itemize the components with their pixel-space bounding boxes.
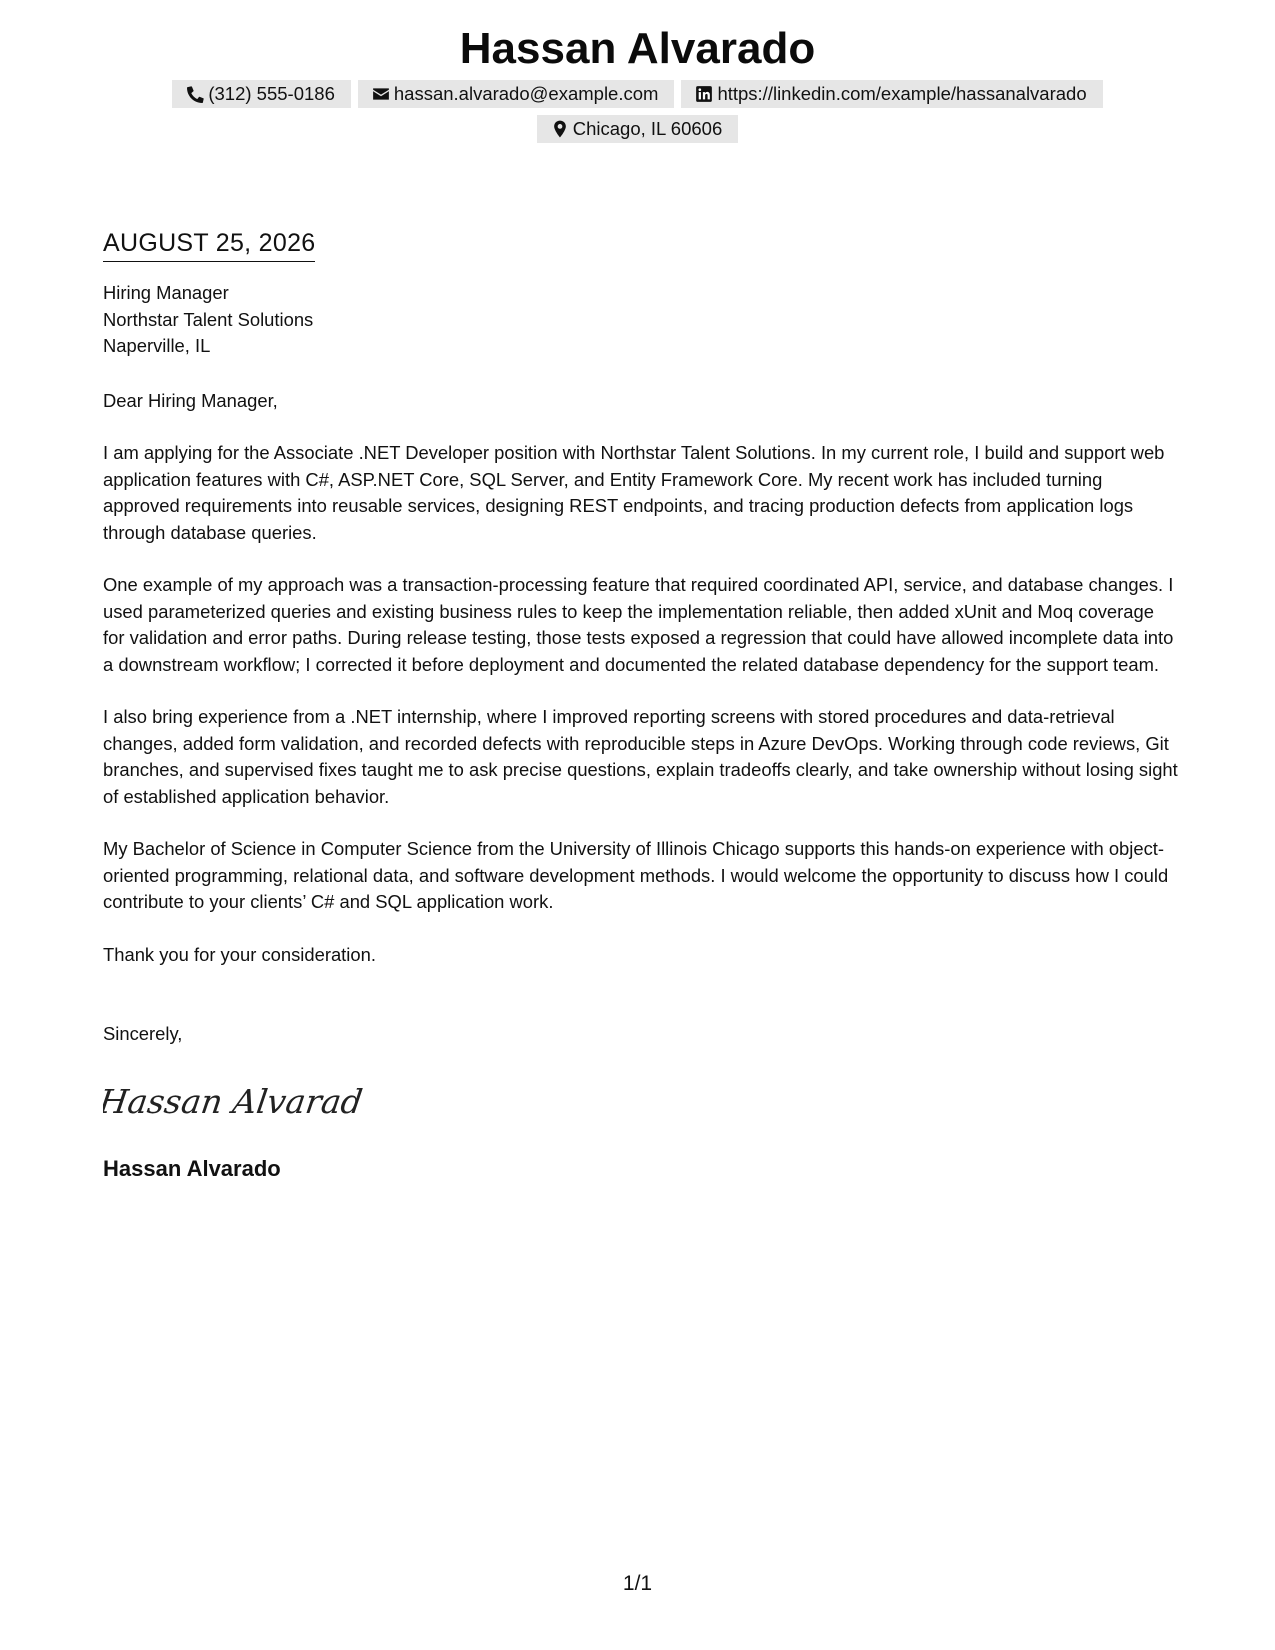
phone-text: (312) 555-0186 bbox=[208, 83, 335, 104]
location-chip bbox=[537, 115, 738, 143]
closing: Sincerely, bbox=[103, 1023, 183, 1044]
handwritten-signature bbox=[103, 1075, 373, 1127]
letter-body bbox=[103, 228, 1178, 1184]
recipient-location: Naperville, IL bbox=[103, 335, 211, 356]
email-chip bbox=[358, 80, 675, 108]
body-paragraph: One example of my approach was a transaction-processing feature that required coordinated API, service, and database changes. I used parameterized queries and existing business rules to keep the implementation reliable, then added xUnit and Moq coverage for validation and error paths. During release testing, those tests exposed a regression that could have allowed incomplete data into a downstream workflow; I corrected it before deployment and documented the related database dependency for the support team. bbox=[103, 574, 1174, 675]
contact-row-location bbox=[0, 115, 1275, 143]
phone-icon bbox=[186, 85, 204, 103]
location-text: Chicago, IL 60606 bbox=[572, 118, 723, 139]
email-link[interactable]: hassan.alvarado@example.com bbox=[393, 83, 659, 104]
thank-you-line: Thank you for your consideration. bbox=[103, 943, 376, 965]
map-marker-icon bbox=[551, 120, 569, 138]
envelope-icon bbox=[372, 85, 390, 103]
page-number: 1/1 bbox=[622, 1572, 653, 1595]
svg-text:Hassan Alvarad: Hassan Alvarad bbox=[103, 1081, 365, 1121]
recipient-block bbox=[103, 280, 1178, 360]
contact-row bbox=[0, 80, 1275, 108]
body-paragraph: I also bring experience from a .NET internship, where I improved reporting screens with stored procedures and data-retrieval changes, added form validation, and recorded defects with reproducible steps in Azure DevOps. Working through code reviews, Git branches, and supervised fixes taught me to ask precise questions, explain tradeoffs clearly, and take ownership without losing sight of established application behavior. bbox=[103, 706, 1178, 807]
body-paragraph: I am applying for the Associate .NET Developer position with Northstar Talent Solutions. In my current role, I build and support web application features with C#, ASP.NET Core, SQL Server, and Entity Framework Core. My recent work has included turning approved requirements into reusable services, designing REST endpoints, and tracing production defects from application logs through database queries. bbox=[103, 442, 1165, 543]
phone-chip bbox=[172, 80, 351, 108]
letter-header bbox=[0, 20, 1275, 143]
salutation: Dear Hiring Manager, bbox=[103, 389, 278, 411]
linkedin-icon bbox=[695, 85, 713, 103]
signer-name: Hassan Alvarado bbox=[103, 1156, 281, 1181]
recipient-title: Hiring Manager bbox=[103, 282, 229, 303]
recipient-company: Northstar Talent Solutions bbox=[103, 308, 314, 330]
letter-date: AUGUST 25, 2026 bbox=[103, 228, 315, 262]
linkedin-link[interactable]: https://linkedin.com/example/hassanalvarado bbox=[717, 83, 1087, 104]
body-paragraph: My Bachelor of Science in Computer Science from the University of Illinois Chicago supports this hands-on experience with object-oriented programming, relational data, and software development methods. I would welcome the opportunity to discuss how I could contribute to your clients’ C# and SQL application work. bbox=[103, 838, 1169, 912]
linkedin-chip bbox=[681, 80, 1102, 108]
applicant-name: Hassan Alvarado bbox=[459, 24, 816, 73]
